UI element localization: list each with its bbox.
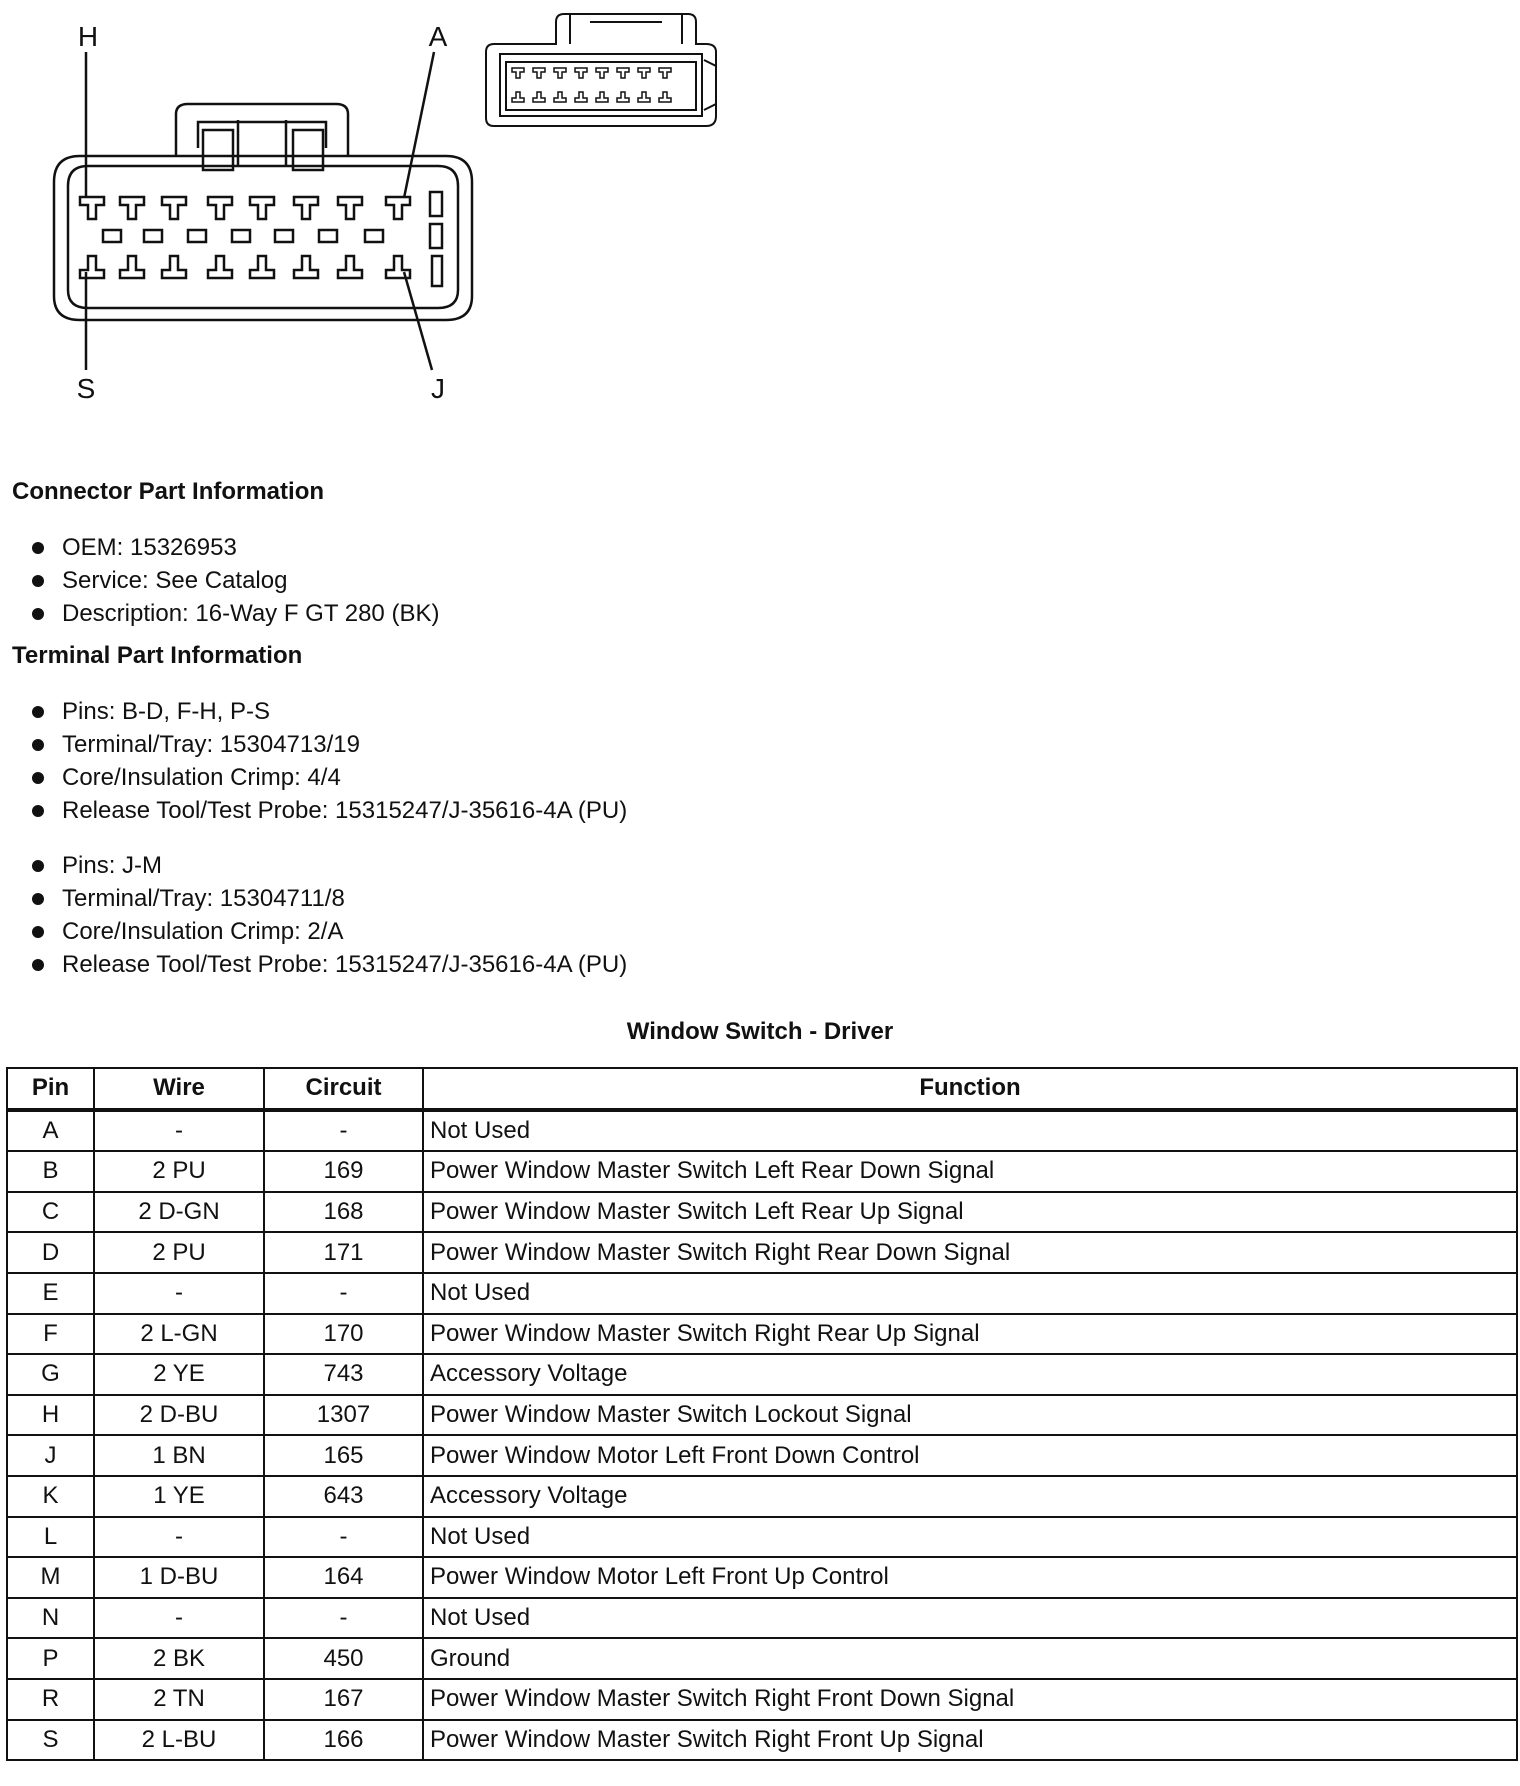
list-item: Terminal/Tray: 15304711/8 (28, 882, 627, 915)
table-row (7, 1557, 1517, 1598)
cell-function: Power Window Motor Left Front Up Control (423, 1557, 1517, 1598)
pin-label-s: S (76, 373, 96, 404)
iso-terminal-bottom (533, 92, 545, 102)
iso-terminal-bottom (638, 92, 650, 102)
iso-terminal-bottom (596, 92, 608, 102)
cell-function: Not Used (423, 1110, 1517, 1152)
cell-circuit: 168 (264, 1192, 423, 1233)
cell-pin: G (7, 1354, 94, 1395)
cell-pin: A (7, 1110, 94, 1152)
top-pin-row (80, 197, 410, 219)
terminal-bottom (338, 256, 362, 278)
cell-wire: 1 D-BU (94, 1557, 264, 1598)
iso-terminal-top (512, 68, 524, 78)
bottom-pin-row (80, 256, 410, 278)
isometric-pin-rows (512, 68, 671, 102)
cell-pin: N (7, 1598, 94, 1639)
connector-diagram (0, 0, 760, 420)
cell-circuit: 1307 (264, 1395, 423, 1436)
cell-function: Power Window Master Switch Right Front Up Signal (423, 1720, 1517, 1761)
cell-wire: 2 YE (94, 1354, 264, 1395)
table-row (7, 1638, 1517, 1679)
table-row (7, 1151, 1517, 1192)
cell-circuit: 169 (264, 1151, 423, 1192)
list-item: Pins: B-D, F-H, P-S (28, 695, 627, 728)
cell-pin: F (7, 1314, 94, 1355)
iso-terminal-top (533, 68, 545, 78)
cell-wire: 2 D-GN (94, 1192, 264, 1233)
iso-terminal-top (575, 68, 587, 78)
table-row (7, 1232, 1517, 1273)
table-row (7, 1354, 1517, 1395)
cell-circuit: 643 (264, 1476, 423, 1517)
key-slot-row (103, 230, 383, 242)
cell-pin: R (7, 1679, 94, 1720)
terminal-part-list-1 (28, 695, 627, 827)
cell-wire: 2 PU (94, 1232, 264, 1273)
cell-circuit: 743 (264, 1354, 423, 1395)
terminal-top (250, 197, 274, 219)
key-slot (188, 230, 206, 242)
cell-function: Power Window Master Switch Left Rear Up Signal (423, 1192, 1517, 1233)
terminal-top (386, 197, 410, 219)
pinout-table (6, 1067, 1518, 1761)
header-pin: Pin (7, 1068, 94, 1110)
list-item: Release Tool/Test Probe: 15315247/J-35616-4A (PU) (28, 794, 627, 827)
connector-part-title: Connector Part Information (12, 478, 325, 505)
iso-terminal-top (638, 68, 650, 78)
cell-circuit: 165 (264, 1435, 423, 1476)
cell-wire: 2 BK (94, 1638, 264, 1679)
connector-isometric-view (486, 14, 716, 126)
cell-circuit: - (264, 1598, 423, 1639)
terminal-part-list-2 (28, 849, 627, 981)
cell-function: Not Used (423, 1273, 1517, 1314)
table-row (7, 1598, 1517, 1639)
list-item: OEM: 15326953 (28, 531, 439, 564)
cell-circuit: 450 (264, 1638, 423, 1679)
list-item: Description: 16-Way F GT 280 (BK) (28, 597, 439, 630)
cell-function: Ground (423, 1638, 1517, 1679)
terminal-part-title: Terminal Part Information (12, 642, 303, 669)
iso-terminal-top (596, 68, 608, 78)
cell-pin: J (7, 1435, 94, 1476)
terminal-top (80, 197, 104, 219)
list-item: Service: See Catalog (28, 564, 439, 597)
table-row (7, 1435, 1517, 1476)
cell-function: Power Window Master Switch Right Front Down Signal (423, 1679, 1517, 1720)
terminal-top (162, 197, 186, 219)
cell-pin: K (7, 1476, 94, 1517)
cell-pin: E (7, 1273, 94, 1314)
cell-pin: D (7, 1232, 94, 1273)
cell-function: Power Window Master Switch Lockout Signal (423, 1395, 1517, 1436)
cell-function: Power Window Master Switch Right Rear Down Signal (423, 1232, 1517, 1273)
cell-circuit: - (264, 1110, 423, 1152)
header-function: Function (423, 1068, 1517, 1110)
iso-terminal-bottom (512, 92, 524, 102)
cell-wire: - (94, 1517, 264, 1558)
cell-wire: 2 D-BU (94, 1395, 264, 1436)
cell-pin: P (7, 1638, 94, 1679)
table-header-row (7, 1068, 1517, 1110)
cell-wire: 1 YE (94, 1476, 264, 1517)
table-row (7, 1720, 1517, 1761)
list-item: Core/Insulation Crimp: 2/A (28, 915, 627, 948)
table-row (7, 1314, 1517, 1355)
table-row (7, 1192, 1517, 1233)
iso-terminal-top (659, 68, 671, 78)
terminal-bottom (208, 256, 232, 278)
key-slot (144, 230, 162, 242)
cell-wire: 2 TN (94, 1679, 264, 1720)
table-row (7, 1517, 1517, 1558)
cell-pin: M (7, 1557, 94, 1598)
cell-wire: 2 L-GN (94, 1314, 264, 1355)
cell-function: Accessory Voltage (423, 1476, 1517, 1517)
cell-pin: B (7, 1151, 94, 1192)
list-item: Release Tool/Test Probe: 15315247/J-35616-4A (PU) (28, 948, 627, 981)
list-item: Core/Insulation Crimp: 4/4 (28, 761, 627, 794)
terminal-bottom (386, 256, 410, 278)
table-row (7, 1395, 1517, 1436)
cell-wire: - (94, 1598, 264, 1639)
terminal-bottom (120, 256, 144, 278)
table-title: Window Switch - Driver (626, 1018, 894, 1045)
cell-wire: - (94, 1273, 264, 1314)
cell-pin: S (7, 1720, 94, 1761)
iso-terminal-bottom (554, 92, 566, 102)
list-item: Terminal/Tray: 15304713/19 (28, 728, 627, 761)
cell-wire: 1 BN (94, 1435, 264, 1476)
cell-circuit: 170 (264, 1314, 423, 1355)
terminal-top (338, 197, 362, 219)
table-row (7, 1110, 1517, 1152)
cell-pin: L (7, 1517, 94, 1558)
cell-circuit: 171 (264, 1232, 423, 1273)
terminal-bottom (80, 256, 104, 278)
leader-line-a (404, 52, 434, 198)
pin-label-a: A (428, 21, 448, 52)
iso-terminal-top (554, 68, 566, 78)
key-slot (232, 230, 250, 242)
pin-label-j: J (431, 373, 445, 404)
cell-wire: 2 PU (94, 1151, 264, 1192)
cell-function: Power Window Master Switch Left Rear Down Signal (423, 1151, 1517, 1192)
table-row (7, 1273, 1517, 1314)
cell-function: Power Window Motor Left Front Down Control (423, 1435, 1517, 1476)
cell-function: Power Window Master Switch Right Rear Up Signal (423, 1314, 1517, 1355)
cell-pin: H (7, 1395, 94, 1436)
iso-terminal-top (617, 68, 629, 78)
pin-label-h: H (77, 21, 99, 52)
header-wire: Wire (94, 1068, 264, 1110)
terminal-bottom (162, 256, 186, 278)
cell-pin: C (7, 1192, 94, 1233)
key-slot (365, 230, 383, 242)
table-row (7, 1476, 1517, 1517)
table-row (7, 1679, 1517, 1720)
cell-wire: - (94, 1110, 264, 1152)
key-slot (103, 230, 121, 242)
cell-circuit: 166 (264, 1720, 423, 1761)
cell-function: Not Used (423, 1598, 1517, 1639)
header-circuit: Circuit (264, 1068, 423, 1110)
iso-terminal-bottom (659, 92, 671, 102)
cell-function: Not Used (423, 1517, 1517, 1558)
terminal-bottom (294, 256, 318, 278)
key-slot (275, 230, 293, 242)
connector-part-list (28, 531, 439, 630)
list-item: Pins: J-M (28, 849, 627, 882)
terminal-top (120, 197, 144, 219)
cell-circuit: 164 (264, 1557, 423, 1598)
cell-circuit: 167 (264, 1679, 423, 1720)
cell-wire: 2 L-BU (94, 1720, 264, 1761)
terminal-bottom (250, 256, 274, 278)
iso-terminal-bottom (575, 92, 587, 102)
key-slot (319, 230, 337, 242)
terminal-top (208, 197, 232, 219)
cell-circuit: - (264, 1273, 423, 1314)
cell-circuit: - (264, 1517, 423, 1558)
iso-terminal-bottom (617, 92, 629, 102)
cell-function: Accessory Voltage (423, 1354, 1517, 1395)
terminal-top (294, 197, 318, 219)
